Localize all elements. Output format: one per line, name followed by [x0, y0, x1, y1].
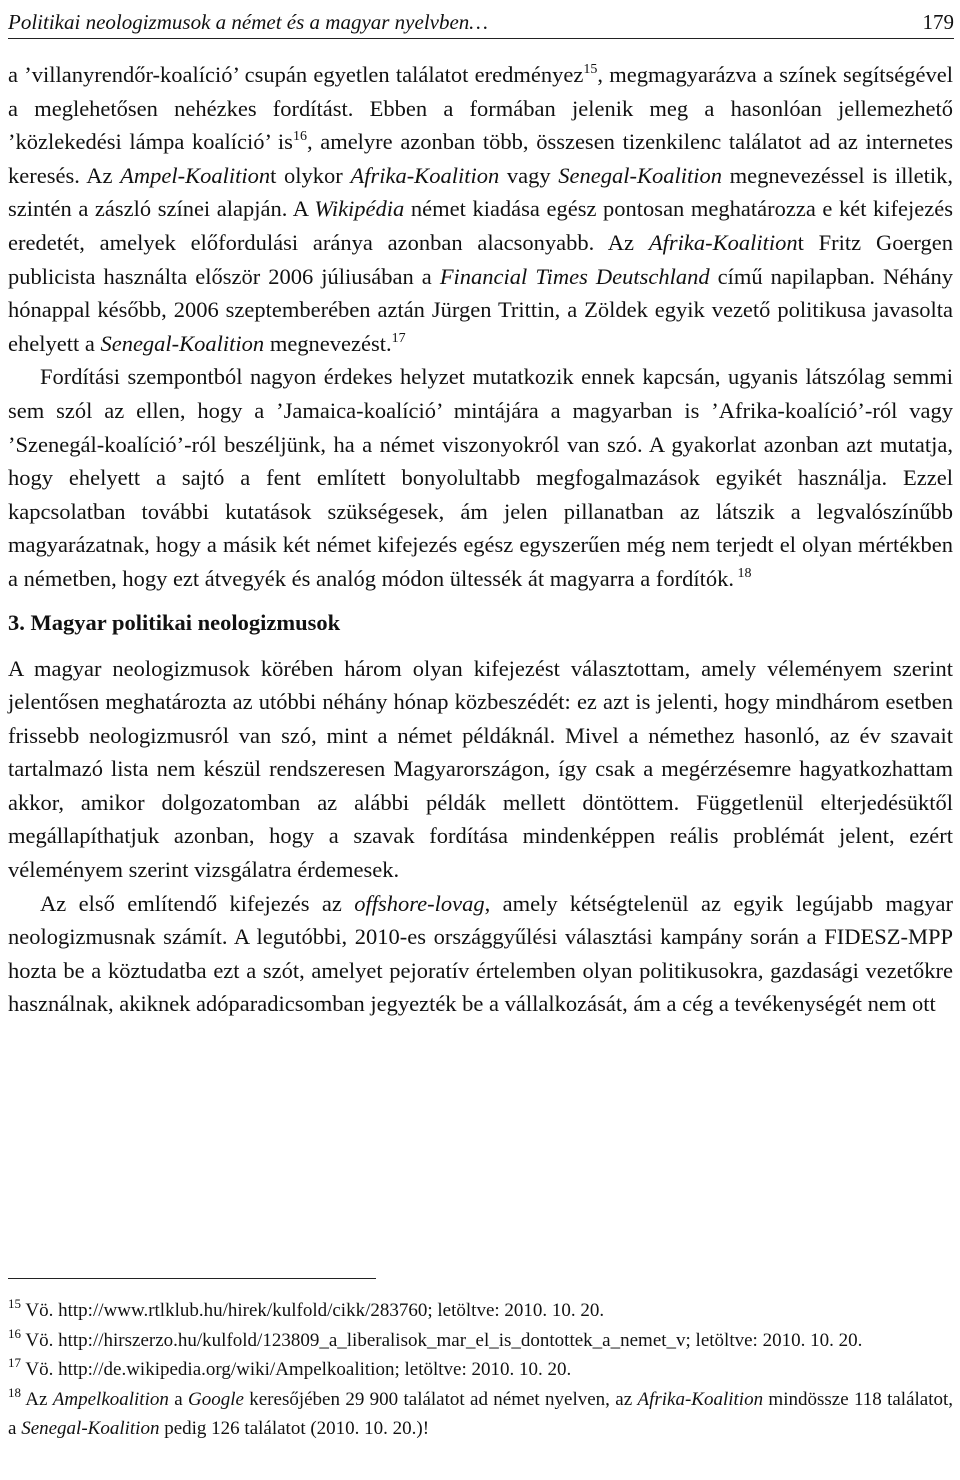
footnote-18: $^{18}$ Az Ampelkoalition a Google keresőjében 29 900 találatot ad német nyelven, az Afrika-Koalition mindössze 118 találatot, a Senegal-Koalition pedig 126 találatot (2010. 10. 20.)! [8, 1384, 954, 1439]
footnote-ref-17[interactable]: 17 [391, 330, 406, 346]
footnote-17: $^{17}$ Vö. http://de.wikipedia.org/wiki/Ampelkoalition; letöltve: 2010. 10. 20. [8, 1355, 572, 1380]
footnote-ref-16[interactable]: 16 [292, 129, 307, 145]
paragraph-1: a ’villanyrendőr-koalíció’ csupán egyetlen találatot eredményez$^{15}$, megmagyarázva a színek segítségével a meglehetősen nehézkes fordítást. Ebben a formában jelenik meg a hasonlóan jellemezhető ’közlekedési lámpa koalíció’ $is^{16}$, amelyre azonban több, összesen tizenkilenc találatot ad az internetes keresés. Az Ampel-Koalitiont olykor Afrika-Koalition vagy Senegal-Koalition megnevezéssel is illetik, szintén a zászló színei alapján. A Wikipédia német kiadása egész pontosan meghatározza e két kifejezés eredetét, amelyek előfordulási aránya azonban alacsonyabb. Az Afrika-Koalitiont Fritz Goergen publicista használta először 2006 júliusában a Financial Times Deutschland című napilapban. Néhány hónappal később, 2006 szeptemberében aztán Jürgen Trittin, a Zöldek egyik vezető politikusa javasolta ehelyett a Senegal-Koalition megnevezést.$^{17}$ [8, 62, 954, 356]
running-header [8, 6, 954, 39]
page-number: 179 [922, 10, 954, 34]
footnote-ref-15[interactable]: 15 [583, 62, 598, 77]
paragraph-3: A magyar neologizmusok körében három olyan kifejezést választottam, amely véleményem szerint jelentősen meghatározta az utóbbi néhány hónap közbeszédét: ez azt is jelenti, hogy mindhárom esetben frissebb neologizmusról van szó, mint a német példáknál. Mivel a némethez hasonló, az év szavait tartalmazó lista nem készül rendszeresen Magyarországon, így csak a megérzésemre hagyatkozhattam akkor, amikor dolgozatomban az alábbi példák mellett döntöttem. Függetlenül elterjedésüktől megállapíthatjuk azonban, hogy a szavak fordítása mindenképpen reális problémát jelent, ezért véleményem szerint vizsgálatra érdemesek. [8, 655, 953, 883]
paragraph-2: Fordítási szempontból nagyon érdekes helyzet mutatkozik ennek kapcsán, ugyanis látszólag semmi sem szól az ellen, hogy a ’Jamaica-koalíció’ mintájára a magyarban is ’Afrika-koalíció’-ról vagy ’Szenegál-koalíció’-ról beszéljünk, ha a német viszonyokról van szó. A gyakorlat azonban azt mutatja, hogy ehelyett a sajtó a fent említett bonyolultabb megfogalmazások egyikét használja. Ezzel kapcsolatban további kutatások szükségesek, ám jelen pillanatban az látszik a legvalószínűbb magyarázatnak, hogy a másik két német kifejezés egész egyszerűen még nem terjedt el olyan mértékben a németben, hogy ezt átvegyék és analóg módon ültessék át magyarra a fordítók. $^{18}$ [8, 364, 953, 591]
main-text [8, 58, 953, 1021]
section-heading: 3. Magyar politikai neologizmusok [8, 609, 341, 635]
footnote-ref-18[interactable]: 18 [734, 565, 752, 581]
footnote-16: $^{16}$ Vö. http://hirszerzo.hu/kulfold/123809_a_liberalisok_mar_el_is_dontottek_a_nemet_v; letöltve: 2010. 10. 20. [8, 1325, 863, 1351]
footnotes [8, 1296, 953, 1444]
running-title: Politikai neologizmusok a német és a magyar nyelvben… [8, 10, 488, 34]
paragraph-4: Az első említendő kifejezés az offshore-lovag, amely kétségtelenül az egyik legújabb magyar neologizmusnak számít. A legutóbbi, 2010-es országgyűlési választási kampány során a FIDESZ-MPP hozta be a köztudatba ezt a szót, amelyet pejoratív értelemben olyan politikusokra, gazdasági vezetőkre használnak, akiknek adóparadicsomban jegyezték be a vállalkozását, ám a cég a tevékenységét nem ott [8, 890, 953, 1017]
footnote-separator [8, 1278, 376, 1279]
footnote-15: $^{15}$ Vö. http://www.rtlklub.hu/hirek/kulfold/cikk/283760; letöltve: 2010. 10. 20. [8, 1296, 605, 1321]
